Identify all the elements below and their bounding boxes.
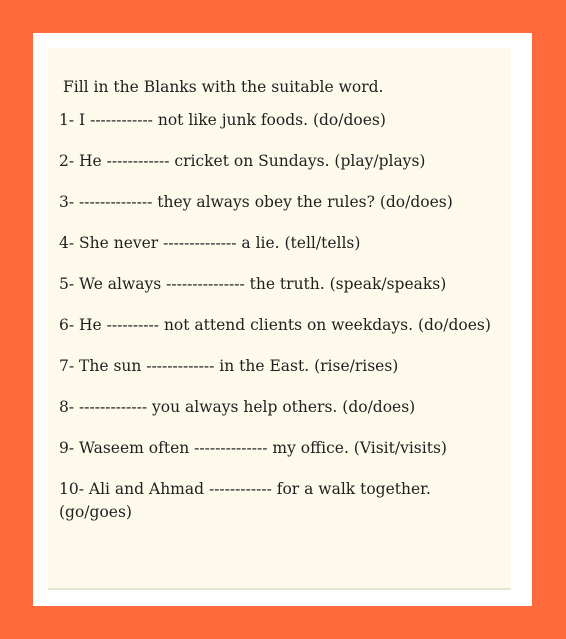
question-2: 2- He ------------ cricket on Sundays. (play/plays) [59, 152, 426, 170]
question-6: 6- He ---------- not attend clients on weekdays. (do/does) [59, 316, 491, 334]
question-1: 1- I ------------ not like junk foods. (do/does) [59, 111, 386, 129]
instruction-text: Fill in the Blanks with the suitable word. [63, 78, 384, 96]
worksheet-paper [48, 48, 511, 588]
worksheet-frame [33, 33, 532, 606]
question-3: 3- -------------- they always obey the rules? (do/does) [59, 193, 453, 211]
worksheet-content [59, 76, 507, 536]
question-9: 9- Waseem often -------------- my office. (Visit/visits) [59, 439, 447, 457]
question-4: 4- She never -------------- a lie. (tell/tells) [59, 234, 361, 252]
question-7: 7- The sun ------------- in the East. (rise/rises) [59, 357, 399, 375]
question-8: 8- ------------- you always help others. (do/does) [59, 398, 416, 416]
question-5: 5- We always --------------- the truth. (speak/speaks) [59, 275, 447, 293]
question-10: 10- Ali and Ahmad ------------ for a walk together. (go/goes) [59, 480, 431, 521]
